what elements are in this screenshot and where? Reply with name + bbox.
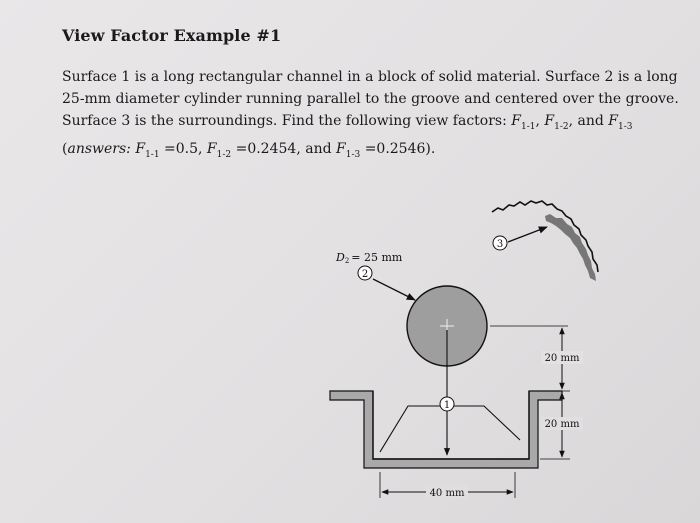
- surface-1-label: 1: [443, 400, 451, 411]
- surface-2-leader: [373, 279, 415, 300]
- diameter-symbol: D: [336, 251, 345, 264]
- answers-close: ).: [425, 140, 436, 157]
- factor-sub-3: 1-3: [618, 121, 633, 132]
- surroundings-surface: [492, 201, 598, 272]
- surface-3-leader: [508, 227, 547, 242]
- answer-eq-2: =: [235, 140, 248, 157]
- answer-symbol-3: F: [336, 140, 346, 157]
- answer-eq-3: =: [364, 140, 377, 157]
- answer-value-1: 0.5: [175, 140, 199, 157]
- answers-label: answers:: [67, 140, 131, 157]
- and-word: and: [577, 113, 604, 129]
- answers-open: (: [62, 140, 68, 157]
- answer-sub-1: 1-1: [145, 149, 160, 160]
- answer-sub-2: 1-2: [216, 149, 232, 160]
- factor-symbol-2: F: [544, 113, 555, 129]
- diameter-value: = 25 mm: [351, 251, 403, 264]
- factor-symbol-3: F: [608, 113, 619, 129]
- answer-value-3: 0.2546: [376, 140, 426, 157]
- view-lines: [380, 406, 520, 452]
- answer-eq-1: =: [164, 140, 176, 157]
- answer-sub-3: 1-3: [345, 149, 361, 160]
- problem-line-2: 25-mm diameter cylinder running parallel to the groove and centered over the groove.: [62, 91, 679, 107]
- diameter-label: [335, 251, 403, 265]
- answer-symbol-1: F: [135, 140, 146, 157]
- problem-line-1: Surface 1 is a long rectangular channel in a block of solid material. Surface 2 is a long: [62, 69, 678, 85]
- answer-symbol-2: F: [206, 140, 217, 157]
- answers-line: (answers: $F_{1-1} =0.5$, $F_{1-2} =0.2454$, and $F_{1-3} =0.2546$).: [62, 140, 436, 160]
- dim-bottom-label: 20 mm: [544, 419, 580, 430]
- surface-2-label: 2: [361, 269, 369, 280]
- factor-symbol-1: F: [511, 113, 521, 129]
- problem-line-3: Surface 3 is the surroundings. Find the following view factors: $F_{1-1}$, $F_{1-2}$, and $F_{1-3}$: [62, 113, 633, 132]
- problem-line-3-text: Surface 3 is the surroundings. Find the following view factors:: [62, 113, 512, 129]
- answer-value-2: 0.2454: [247, 140, 297, 157]
- factor-sub-1: 1-1: [520, 121, 536, 132]
- page-title: View Factor Example #1: [62, 26, 282, 45]
- dim-top-label: 20 mm: [544, 353, 580, 364]
- diameter-sub: 2: [344, 257, 350, 265]
- surface-3-label: 3: [496, 239, 504, 250]
- dim-width-label: 40 mm: [429, 488, 465, 499]
- answer-and: , and: [296, 140, 332, 157]
- factor-sub-2: 1-2: [554, 121, 569, 132]
